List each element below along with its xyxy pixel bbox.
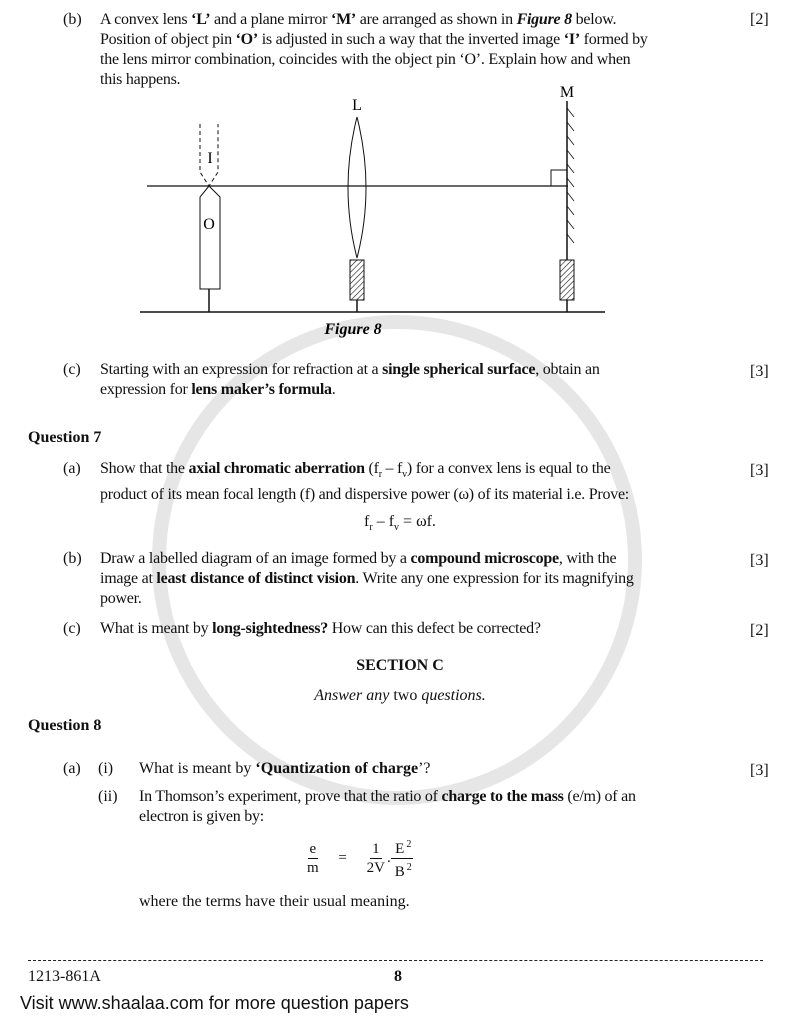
thomson-equation: $\frac{e}{m}$ = $\frac{1}{2V}$ . $\frac{E ^2}{B ^2}$	[305, 836, 414, 881]
paper-code: 1213-861A	[28, 968, 101, 985]
q6b-marks: [2]	[750, 11, 769, 28]
q7c-text: What is meant by long-sightedness? How can this defect be corrected?	[100, 620, 541, 637]
footer-divider	[28, 960, 763, 961]
figure-caption: Figure 8	[324, 321, 382, 338]
question-7-title: Question 7	[28, 429, 102, 446]
mirror-holder	[560, 260, 574, 300]
q7c-label: (c)	[63, 620, 81, 637]
mirror-hatching	[567, 108, 574, 243]
q7a-equation: $f_r - f_v = \omega f$.	[364, 513, 436, 534]
right-angle-mark	[551, 170, 567, 186]
q7a-marks: [3]	[750, 462, 769, 479]
q8a-label: (a)	[63, 760, 81, 777]
section-c-instruction: Answer any two questions.	[314, 687, 486, 704]
page-number: 8	[394, 968, 402, 985]
label-mirror: M	[559, 84, 575, 101]
q6c-label: (c)	[63, 361, 81, 378]
convex-lens	[348, 117, 366, 258]
q7a-text: Show that the axial chromatic aberration $(f_r - f_v)$ for a convex lens is equal to the product of its mean focal length (f) and dispersive power (ω) of its material i.e. Prove:	[100, 460, 629, 504]
shaalaa-link[interactable]: Visit www.shaalaa.com for more question papers	[20, 993, 409, 1013]
label-image: I	[207, 150, 213, 167]
q8a-ii-text: In Thomson’s experiment, prove that the ratio of charge to the mass (e/m) of an electron is given by:	[139, 788, 636, 825]
q8a-marks: [3]	[750, 762, 769, 779]
q6c-text: Starting with an expression for refraction at a single spherical surface, obtain an expression for lens maker’s formula.	[100, 361, 600, 398]
label-lens: L	[352, 97, 362, 114]
q7b-marks: [3]	[750, 552, 769, 569]
object-pin	[200, 186, 220, 289]
q8a-ii-note: where the terms have their usual meaning.	[139, 893, 410, 910]
q8a-i-text: What is meant by ‘Quantization of charge’?	[139, 760, 431, 777]
figure-8-diagram	[0, 0, 800, 345]
lens-holder	[350, 260, 364, 300]
q7a-label: (a)	[63, 460, 81, 477]
q7b-text: Draw a labelled diagram of an image formed by a compound microscope, with the image at least distance of distinct vision. Write any one expression for its magnifying power.	[100, 550, 634, 607]
section-c-title: SECTION C	[356, 657, 444, 674]
q6b-label: (b)	[63, 11, 82, 28]
q8a-ii-label: (ii)	[98, 788, 118, 805]
q8a-i-label: (i)	[98, 760, 114, 777]
q7c-marks: [2]	[750, 622, 769, 639]
q6c-marks: [3]	[750, 363, 769, 380]
q6b-text: A convex lens ‘L’ and a plane mirror ‘M’ are arranged as shown in Figure 8 below. Position of object pin ‘O’ is adjusted in such a way that the inverted image ‘I’ formed by the lens mirror combination, coincides with the object pin ‘O’. Explain how and when this happens.	[100, 11, 648, 88]
label-object: O	[203, 216, 215, 233]
question-8-title: Question 8	[28, 717, 102, 734]
q7b-label: (b)	[63, 550, 82, 567]
